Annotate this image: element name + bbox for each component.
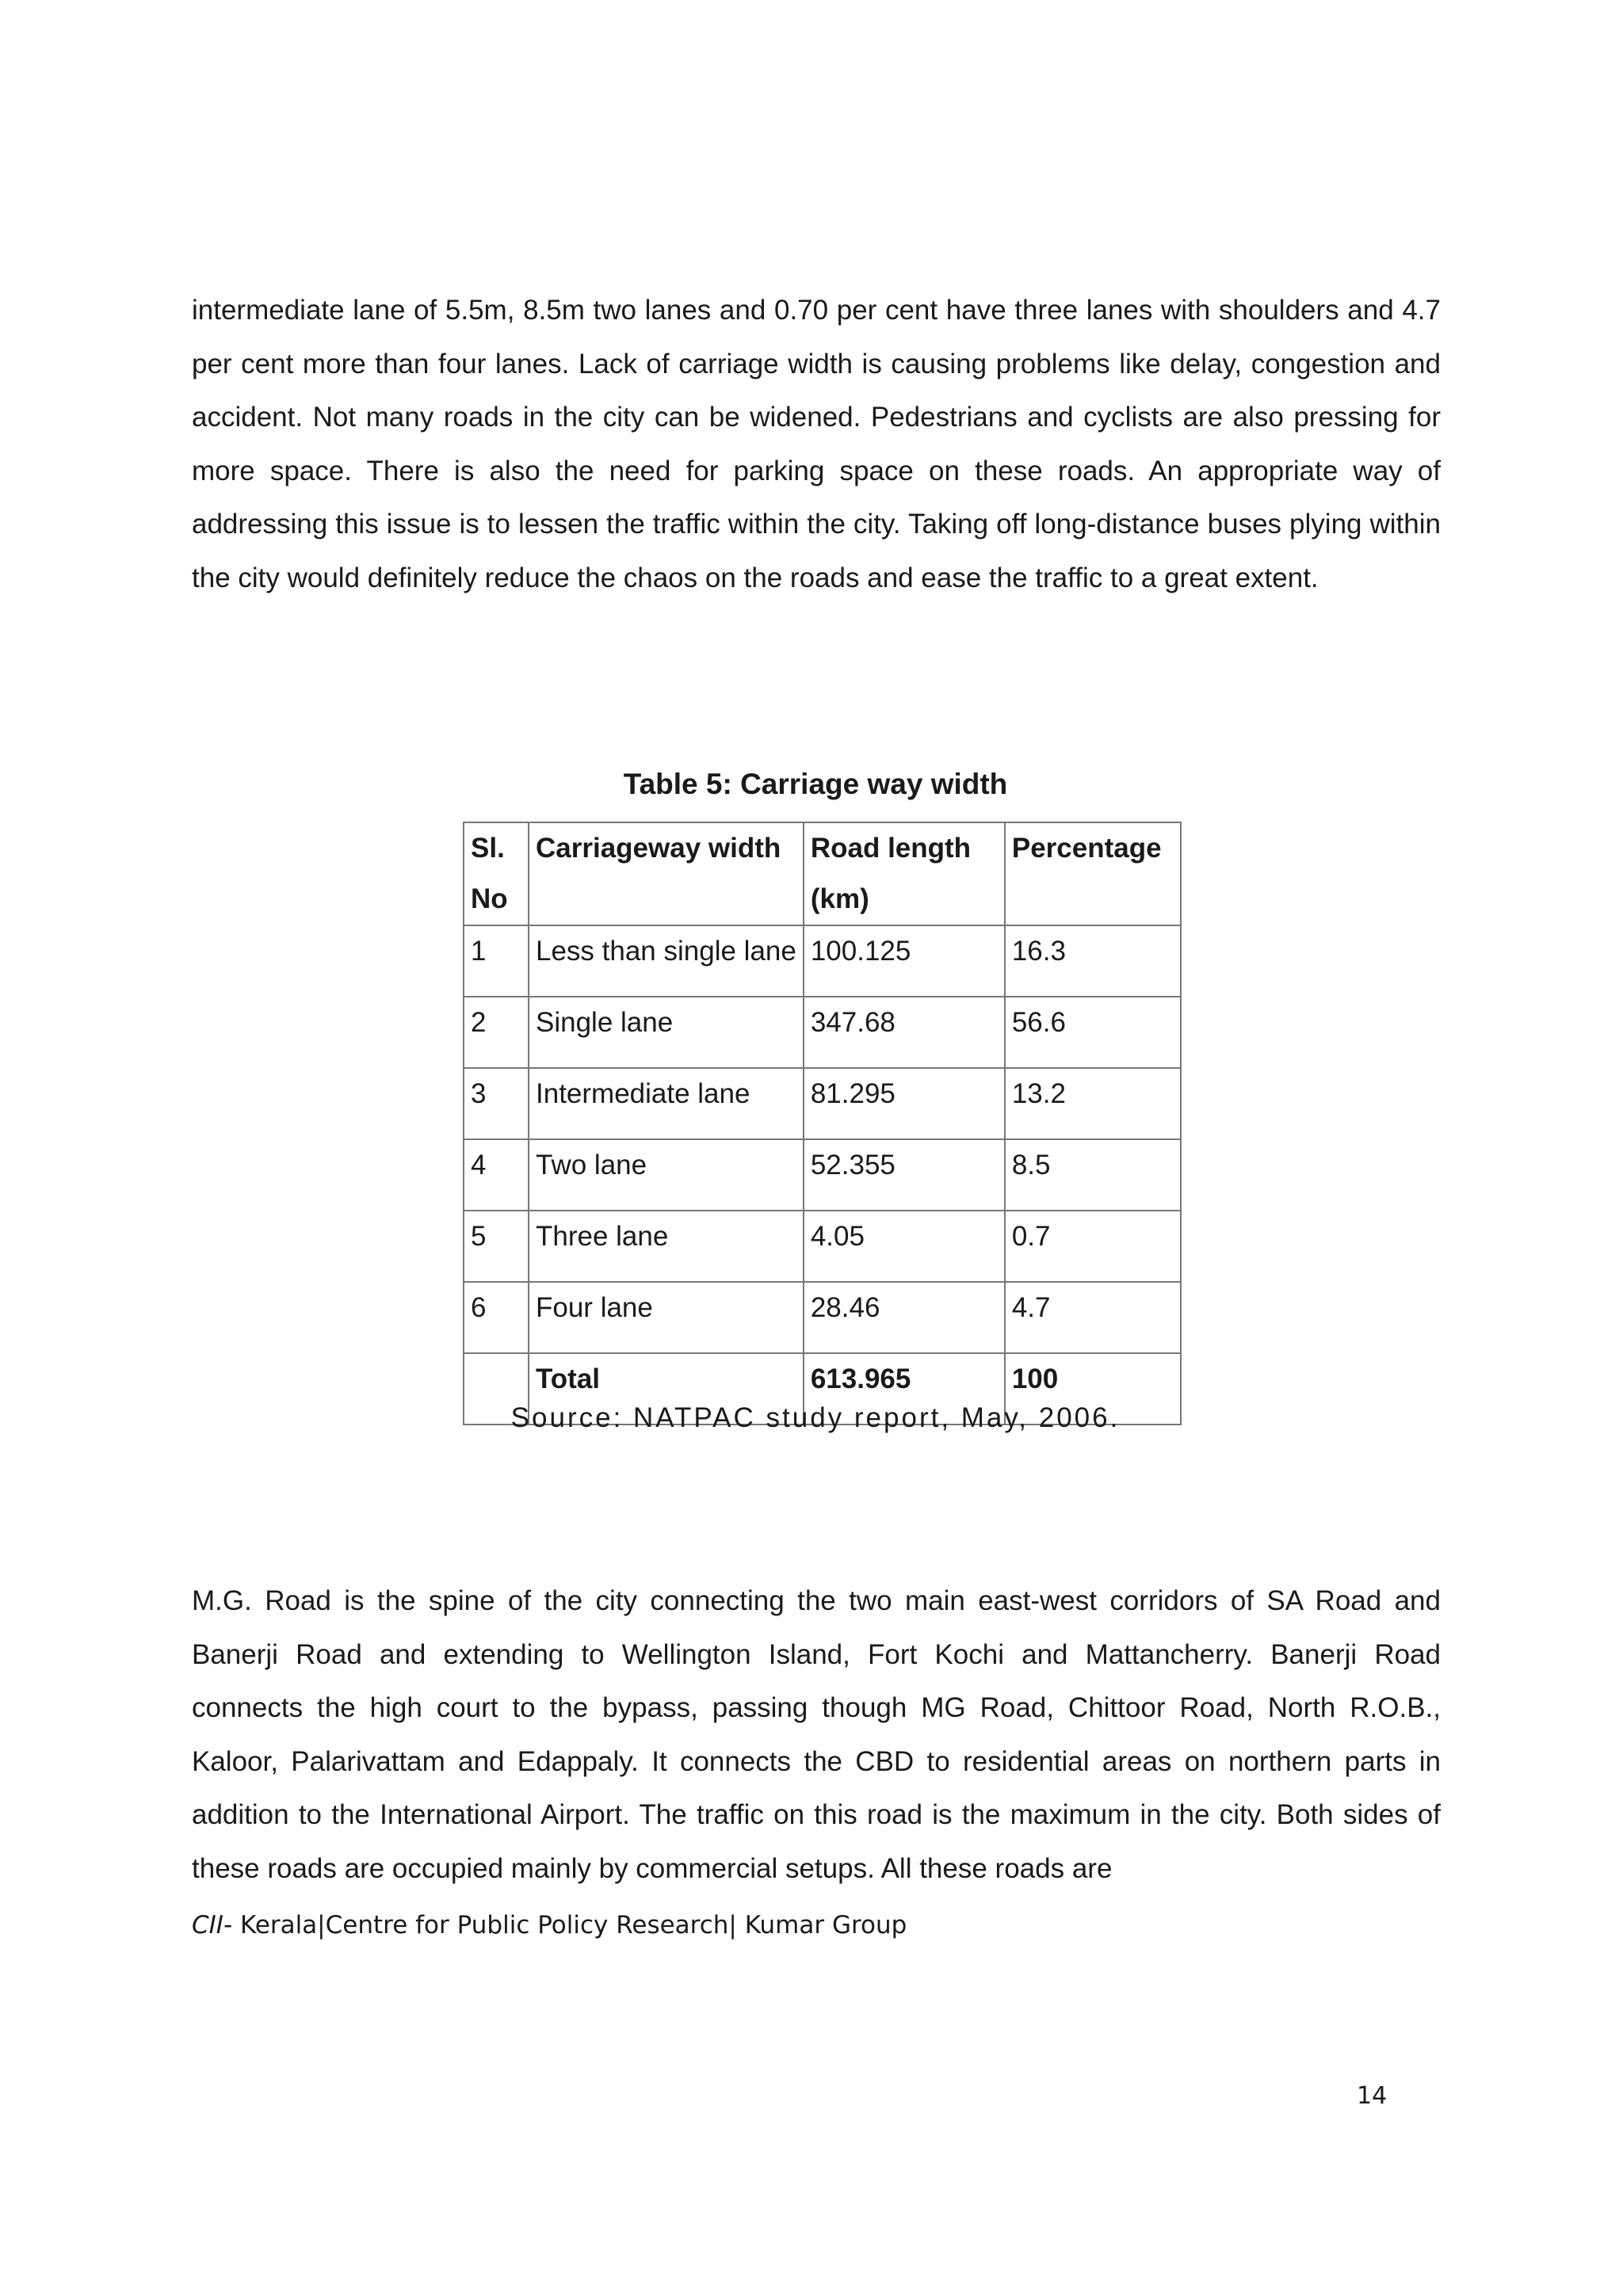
cell-sl-no: 4 (464, 1139, 529, 1211)
cell-percentage: 56.6 (1005, 997, 1181, 1068)
cell-road-length: 52.355 (804, 1139, 1005, 1211)
body-paragraph-2: M.G. Road is the spine of the city connecting the two main east-west corridors of SA Road and Banerji Road and extending to Wellington Island, Fort Kochi and Mattancherry. Banerji Road connects the high court to the bypass, passing though MG Road, Chittoor Road, North R.O.B., Kaloor, Palarivattam and Edappaly. It connects the CBD to residential areas on northern parts in addition to the International Airport. The traffic on this road is the maximum in the city. Both sides of these roads are occupied mainly by commercial setups. All these roads are (192, 1585, 1441, 1884)
cell-carriageway-width: Three lane (529, 1211, 804, 1282)
table-row (464, 1211, 1181, 1282)
cell-carriageway-width: Less than single lane (529, 925, 804, 997)
table-row (464, 925, 1181, 997)
table-caption: Table 5: Carriage way width (623, 768, 1008, 800)
carriageway-width-table (463, 822, 1182, 1425)
cell-total-road-length: 613.965 (804, 1353, 1005, 1425)
header-percentage: Percentage (1005, 822, 1181, 925)
table-row (464, 997, 1181, 1068)
table-header-row (464, 822, 1181, 925)
cell-percentage: 4.7 (1005, 1282, 1181, 1353)
cell-road-length: 81.295 (804, 1068, 1005, 1139)
cell-road-length: 28.46 (804, 1282, 1005, 1353)
cell-road-length: 4.05 (804, 1211, 1005, 1282)
cell-road-length: 100.125 (804, 925, 1005, 997)
footer-org-text: - Kerala|Centre for Public Policy Research| Kumar Group (223, 1911, 907, 1939)
cell-road-length: 347.68 (804, 997, 1005, 1068)
table-row (464, 1282, 1181, 1353)
cell-carriageway-width: Two lane (529, 1139, 804, 1211)
body-paragraph-1: intermediate lane of 5.5m, 8.5m two lanes and 0.70 per cent have three lanes with shoulders and 4.7 per cent more than four lanes. Lack of carriage width is causing problems like delay, congestion and accident. Not many roads in the city can be widened. Pedestrians and cyclists are also pressing for more space. There is also the need for parking space on these roads. An appropriate way of addressing this issue is to lessen the traffic within the city. Taking off long-distance buses plying within the city would definitely reduce the chaos on the roads and ease the traffic to a great extent. (192, 295, 1441, 593)
cell-carriageway-width: Intermediate lane (529, 1068, 804, 1139)
cell-total-percentage: 100 (1005, 1353, 1181, 1425)
table-source-note: Source: NATPAC study report, May, 2006. (510, 1402, 1121, 1433)
cell-sl-no: 3 (464, 1068, 529, 1139)
cell-sl-no: 2 (464, 997, 529, 1068)
page-footer (192, 1911, 907, 1939)
footer-org-prefix: CII (192, 1911, 223, 1939)
cell-percentage: 8.5 (1005, 1139, 1181, 1211)
cell-percentage: 16.3 (1005, 925, 1181, 997)
table-row (464, 1068, 1181, 1139)
header-sl-no: Sl. No (464, 822, 529, 925)
cell-total-label: Total (529, 1353, 804, 1425)
cell-sl-no: 1 (464, 925, 529, 997)
page-number: 14 (1357, 2082, 1388, 2110)
header-road-length: Road length (km) (804, 822, 1005, 925)
cell-percentage: 13.2 (1005, 1068, 1181, 1139)
cell-sl-no: 6 (464, 1282, 529, 1353)
header-carriageway-width: Carriageway width (529, 822, 804, 925)
cell-carriageway-width: Single lane (529, 997, 804, 1068)
cell-percentage: 0.7 (1005, 1211, 1181, 1282)
cell-sl-no: 5 (464, 1211, 529, 1282)
table-row (464, 1139, 1181, 1211)
cell-carriageway-width: Four lane (529, 1282, 804, 1353)
